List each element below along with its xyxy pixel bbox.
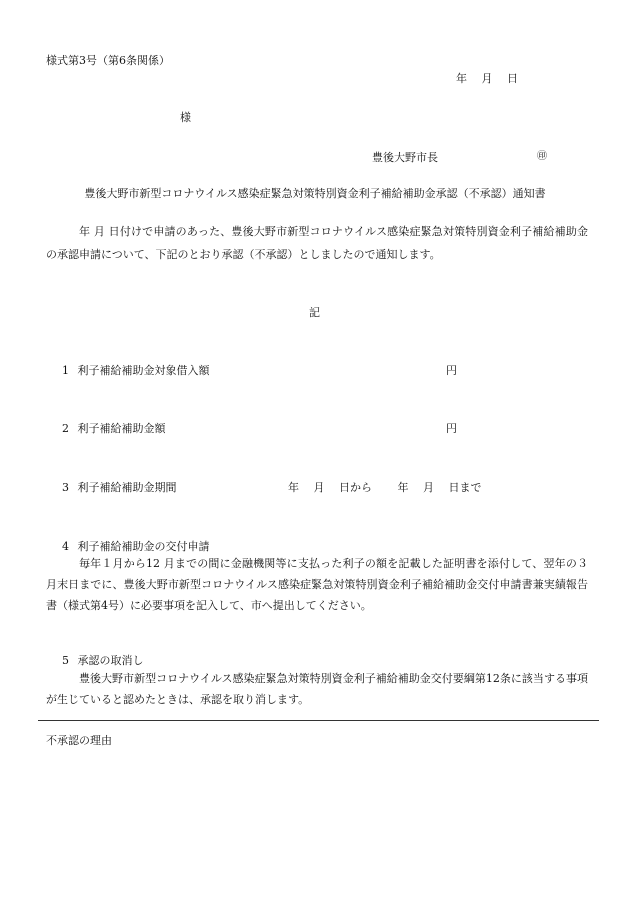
addressee-suffix: 様 [180,111,191,124]
item-number: 4 [62,540,69,553]
seal-mark [537,150,547,164]
date-line: 年 月 日 [456,72,518,85]
item-number: 2 [62,422,69,435]
item-number: 5 [62,654,69,667]
item-5-text: 豊後大野市新型コロナウイルス感染症緊急対策特別資金利子補給補助金交付要綱第12条に該当する事項が生じていると認めたときは、承認を取り消します。 [46,672,588,706]
rejection-reason-label: 不承認の理由 [46,734,112,747]
item-5 [62,653,144,668]
item-2 [62,421,166,436]
intro-paragraph: 年 月 日付けで申請のあった、豊後大野市新型コロナウイルス感染症緊急対策特別資金利子補給補助金の承認申請について、下記のとおり承認（不承認）としましたので通知します。 [46,225,588,261]
seal-icon: ㊞ [537,151,547,162]
item-4-text: 毎年１月から12 月までの間に金融機関等に支払った利子の額を記載した証明書を添付して、翌年の３月末日までに、豊後大野市新型コロナウイルス感染症緊急対策特別資金利子補給補助金交付申請書兼実績報告書（様式第4号）に必要事項を記入して、市へ提出してください。 [46,557,588,612]
item-label: 利子補給補助金対象借入額 [77,364,210,377]
ki-heading: 記 [309,306,320,319]
item-2-value: 円 [446,422,457,435]
item-label: 承認の取消し [77,654,144,667]
item-number: 3 [62,481,69,494]
item-label: 利子補給補助金の交付申請 [77,540,210,553]
item-3 [62,480,177,495]
issuer-name: 豊後大野市長 [372,151,438,164]
item-number: 1 [62,364,69,377]
document-title: 豊後大野市新型コロナウイルス感染症緊急対策特別資金利子補給補助金承認（不承認）通知書 [84,187,546,200]
item-1 [62,363,210,378]
item-1-value: 円 [446,364,457,377]
form-number: 様式第3号（第6条関係） [46,54,170,67]
item-label: 利子補給補助金期間 [77,481,177,494]
item-3-period: 年 月 日から 年 月 日まで [288,481,482,494]
item-label: 利子補給補助金額 [77,422,166,435]
divider-line [38,720,599,721]
